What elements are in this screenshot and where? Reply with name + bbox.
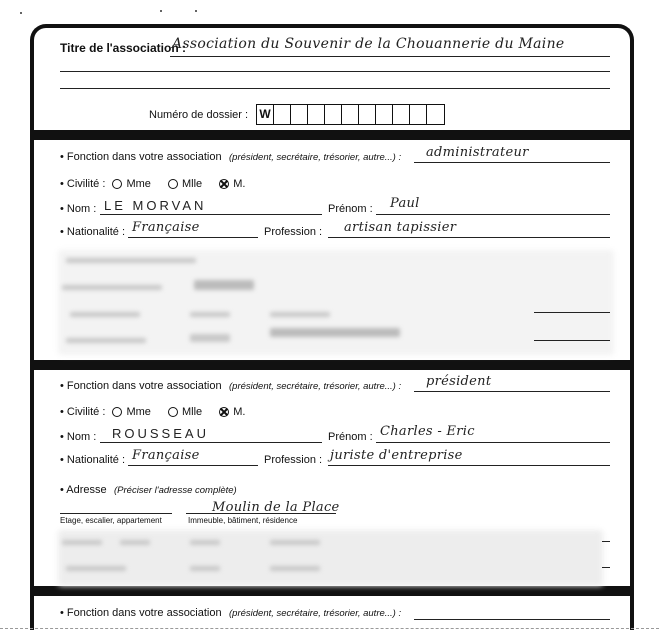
cut-line: [0, 628, 659, 629]
nationalite-value[interactable]: Française: [132, 448, 200, 463]
dossier-cell: [427, 105, 444, 124]
fonction-hint: (président, secrétaire, trésorier, autre...) :: [229, 381, 402, 392]
redacted-bar: [66, 566, 126, 571]
scan-speck: [195, 10, 197, 12]
nom-value[interactable]: ROUSSEAU: [112, 426, 209, 441]
adresse-value[interactable]: Moulin de la Place: [212, 500, 340, 515]
dossier-number-field[interactable]: [256, 104, 445, 125]
profession-line: [328, 465, 610, 466]
fonction-value[interactable]: administrateur: [426, 145, 529, 160]
title-line: [170, 56, 610, 57]
profession-label: Profession :: [264, 454, 323, 466]
prenom-line: [376, 214, 610, 215]
dossier-cell: W: [257, 105, 274, 124]
civilite-row: [60, 406, 245, 418]
radio-label: Mme: [126, 406, 151, 418]
fonction-line: [414, 391, 610, 392]
nationalite-value[interactable]: Française: [132, 220, 200, 235]
fonction-value[interactable]: président: [426, 374, 492, 389]
immeuble-label: Immeuble, bâtiment, résidence: [188, 516, 298, 525]
etage-label: Etage, escalier, appartement: [60, 516, 162, 525]
nationalite-label: • Nationalité :: [60, 454, 125, 466]
civilite-label: • Civilité :: [60, 178, 106, 190]
fonction-line[interactable]: [414, 619, 610, 620]
radio-label: Mlle: [182, 178, 203, 190]
fonction-hint: (président, secrétaire, trésorier, autre...) :: [229, 152, 402, 163]
redacted-bar: [66, 258, 196, 263]
redacted-area: [58, 530, 603, 586]
civilite-row: [60, 178, 245, 190]
nationalite-label: • Nationalité :: [60, 226, 125, 238]
redacted-bar: [270, 328, 400, 337]
redacted-bar: [190, 566, 220, 571]
radio-mme[interactable]: [112, 178, 150, 190]
redacted-bar: [270, 312, 330, 317]
radio-circle-checked: [219, 179, 229, 189]
redacted-bar: [190, 312, 230, 317]
section-separator: [30, 586, 634, 596]
redacted-bar: [70, 312, 140, 317]
nom-label: • Nom :: [60, 431, 97, 443]
radio-circle-checked: [219, 407, 229, 417]
fonction-label: • Fonction dans votre association: [60, 607, 222, 619]
radio-circle: [168, 407, 178, 417]
fonction-hint: (président, secrétaire, trésorier, autre...) :: [229, 608, 402, 619]
dossier-label: Numéro de dossier :: [149, 109, 249, 121]
profession-value[interactable]: juriste d'entreprise: [330, 448, 463, 463]
radio-circle: [112, 179, 122, 189]
civilite-label: • Civilité :: [60, 406, 106, 418]
radio-label: M.: [233, 178, 246, 190]
field-line: [602, 541, 610, 542]
radio-mlle[interactable]: [168, 406, 202, 418]
field-line: [602, 567, 610, 568]
title-line: [60, 88, 610, 89]
profession-line: [328, 237, 610, 238]
fonction-line: [414, 162, 610, 163]
dossier-cell: [410, 105, 427, 124]
field-line: [534, 312, 610, 313]
radio-m[interactable]: [219, 406, 245, 418]
adresse-label: • Adresse: [60, 484, 107, 496]
redacted-bar: [270, 540, 320, 545]
radio-label: Mlle: [182, 406, 203, 418]
scan-speck: [160, 10, 162, 12]
dossier-cell: [359, 105, 376, 124]
redacted-bar: [66, 338, 146, 343]
title-value[interactable]: Association du Souvenir de la Chouannerie du Maine: [172, 36, 565, 52]
dossier-cell: [376, 105, 393, 124]
radio-m[interactable]: [219, 178, 245, 190]
title-label: Titre de l'association :: [60, 41, 186, 55]
nationalite-line: [128, 465, 258, 466]
prenom-value[interactable]: Paul: [390, 196, 420, 211]
radio-mlle[interactable]: [168, 178, 202, 190]
radio-mme[interactable]: [112, 406, 150, 418]
dossier-cell: [308, 105, 325, 124]
nom-line: [100, 214, 322, 215]
adresse-hint: (Préciser l'adresse complète): [114, 485, 237, 496]
prenom-line: [376, 442, 610, 443]
etage-line: [60, 513, 172, 514]
redacted-bar: [120, 540, 150, 545]
fonction-label: • Fonction dans votre association: [60, 380, 222, 392]
nom-line: [100, 442, 322, 443]
profession-label: Profession :: [264, 226, 323, 238]
nom-label: • Nom :: [60, 203, 97, 215]
radio-circle: [168, 179, 178, 189]
immeuble-line: [186, 513, 336, 514]
redacted-bar: [62, 285, 162, 290]
section-separator: [30, 130, 634, 140]
dossier-cell: [325, 105, 342, 124]
fonction-label: • Fonction dans votre association: [60, 151, 222, 163]
profession-value[interactable]: artisan tapissier: [344, 220, 457, 235]
field-line: [534, 340, 610, 341]
redacted-bar: [62, 540, 102, 545]
redacted-bar: [190, 540, 220, 545]
radio-circle: [112, 407, 122, 417]
redacted-bar: [270, 566, 320, 571]
dossier-cell: [342, 105, 359, 124]
prenom-value[interactable]: Charles - Eric: [380, 424, 475, 439]
prenom-label: Prénom :: [328, 431, 373, 443]
dossier-cell: [274, 105, 291, 124]
section-separator: [30, 360, 634, 370]
redacted-bar: [194, 280, 254, 290]
title-line: [60, 71, 610, 72]
dossier-cell: [393, 105, 410, 124]
nom-value[interactable]: LE MORVAN: [104, 198, 207, 213]
scan-speck: [20, 12, 22, 14]
nationalite-line: [128, 237, 258, 238]
prenom-label: Prénom :: [328, 203, 373, 215]
redacted-bar: [190, 334, 230, 342]
radio-label: M.: [233, 406, 246, 418]
dossier-cell: [291, 105, 308, 124]
radio-label: Mme: [126, 178, 151, 190]
